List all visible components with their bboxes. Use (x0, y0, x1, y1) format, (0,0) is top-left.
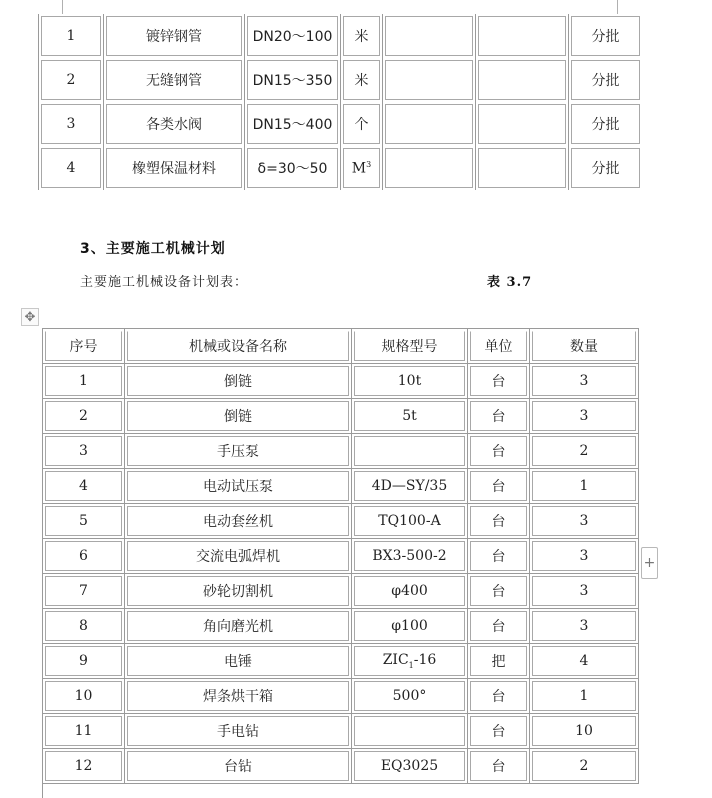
table-cell-qty (530, 504, 639, 539)
table-row (38, 14, 642, 58)
table-cell-unit (468, 644, 530, 679)
table-cell-no (43, 609, 125, 644)
cell-text: 500° (392, 688, 427, 704)
materials-table (38, 14, 642, 190)
table-cell-remark (568, 58, 642, 102)
table-cell-no (38, 102, 103, 146)
move-icon[interactable]: ✥ (21, 308, 39, 326)
cell-text: 2 (579, 758, 589, 774)
table-row (43, 574, 639, 609)
cell-text: 12 (74, 758, 93, 774)
table-edge (42, 770, 43, 798)
table-row (38, 102, 642, 146)
table-cell-unit (468, 399, 530, 434)
cell-text: 2 (79, 408, 88, 424)
table-cell-name (125, 539, 352, 574)
table-cell-spec (352, 469, 468, 504)
table-cell-unit (468, 434, 530, 469)
cell-text: φ400 (391, 583, 428, 599)
table-cell-unit (468, 539, 530, 574)
table-cell-name (103, 102, 244, 146)
cell-text: 2 (579, 443, 589, 459)
table-cell-spec (244, 102, 340, 146)
table-cell-unit (468, 609, 530, 644)
cell-text: 把 (491, 654, 506, 670)
cell-text: 角向磨光机 (203, 619, 273, 635)
table-caption: 主要施工机械设备计划表： (80, 275, 249, 290)
table-cell-spec (352, 609, 468, 644)
table-cell-unit (468, 364, 530, 399)
column-header (43, 329, 125, 364)
table-cell-spec (244, 14, 340, 58)
cell-text: M (351, 160, 367, 177)
table-cell-name (125, 574, 352, 609)
table-row (43, 644, 639, 679)
header-text: 单位 (484, 339, 513, 355)
cell-text: TQ100-A (378, 513, 441, 529)
table-cell-qty (530, 609, 639, 644)
cell-text: 3 (579, 548, 589, 564)
table-cell-col5 (382, 102, 475, 146)
table-row (43, 469, 639, 504)
table-cell-spec (352, 504, 468, 539)
table-cell-col6 (475, 146, 568, 190)
header-text: 数量 (570, 339, 598, 355)
table-cell-name (125, 679, 352, 714)
table-cell-name (125, 364, 352, 399)
cell-text: 4D—SY/35 (371, 478, 448, 494)
cell-text: 11 (74, 723, 93, 739)
cell-text: 3 (579, 513, 589, 529)
cell-text: 8 (79, 618, 88, 634)
table-cell-spec (244, 58, 340, 102)
cell-text: 3 (579, 618, 589, 634)
table-cell-no (43, 504, 125, 539)
cell-text: 个 (354, 117, 369, 133)
table-cell-spec (352, 574, 468, 609)
table-cell-spec (352, 539, 468, 574)
table-cell-name (125, 644, 352, 679)
cell-text: 4 (79, 478, 88, 494)
cell-text: 各类水阀 (146, 117, 202, 133)
table-cell-qty (530, 539, 639, 574)
table-cell-unit (468, 469, 530, 504)
cell-text: 10 (74, 688, 93, 704)
table-cell-no (43, 399, 125, 434)
table-cell-no (43, 749, 125, 784)
cell-text: 1 (579, 478, 589, 494)
cell-text: 分批 (591, 73, 620, 89)
cell-text: 9 (79, 653, 88, 669)
table-cell-no (43, 364, 125, 399)
table-row (38, 146, 642, 190)
table-cell-unit (468, 714, 530, 749)
table-cell-name (125, 434, 352, 469)
table-cell-qty (530, 434, 639, 469)
table-cell-no (43, 469, 125, 504)
table-row (43, 749, 639, 784)
table-cell-no (43, 539, 125, 574)
cell-text: EQ3025 (380, 758, 439, 774)
cell-text: 橡塑保温材料 (132, 161, 216, 177)
table-cell-spec (244, 146, 340, 190)
cell-text: 米 (354, 29, 369, 45)
table-cell-name (125, 749, 352, 784)
column-header (468, 329, 530, 364)
table-cell-no (43, 644, 125, 679)
cell-text: 1 (79, 373, 88, 389)
cell-text: 砂轮切割机 (203, 584, 273, 600)
cell-text: DN15～350 (252, 73, 333, 89)
cell-text: 7 (79, 583, 88, 599)
table-cell-no (38, 146, 103, 190)
table-cell-name (103, 58, 244, 102)
cell-text: 3 (579, 373, 589, 389)
cell-text: 电锤 (224, 654, 252, 670)
header-text: 序号 (69, 339, 98, 355)
cell-text: 分批 (591, 117, 620, 133)
column-header (125, 329, 352, 364)
header-text: 规格型号 (381, 339, 438, 355)
cell-text: 台 (491, 444, 506, 460)
table-cell-name (103, 146, 244, 190)
cell-text: 台 (491, 374, 506, 390)
spec-subscript: 1 (408, 660, 414, 670)
table-cell-qty (530, 469, 639, 504)
cell-text: δ=30～50 (257, 161, 328, 177)
cell-text: 分批 (591, 161, 620, 177)
table-cell-spec (352, 749, 468, 784)
table-cell-remark (568, 102, 642, 146)
cell-text: 1 (66, 28, 76, 44)
header-row (43, 329, 639, 364)
table-cell-qty (530, 574, 639, 609)
page-edge-left (62, 0, 63, 14)
cell-text: 台 (491, 409, 506, 425)
table-number: 表 3.7 (487, 275, 533, 290)
table-cell-no (43, 434, 125, 469)
table-cell-unit (340, 146, 382, 190)
section-title: 3、主要施工机械计划 (80, 241, 226, 257)
table-row (43, 364, 639, 399)
cell-text: 米 (354, 73, 369, 89)
cell-text: 10 (575, 723, 593, 739)
table-cell-no (43, 574, 125, 609)
cell-text: BX3-500-2 (372, 548, 447, 564)
table-cell-no (43, 679, 125, 714)
table-cell-remark (568, 14, 642, 58)
plus-icon[interactable]: + (641, 547, 658, 579)
cell-text: 3 (79, 443, 88, 459)
table-cell-col5 (382, 14, 475, 58)
cell-text: 台 (491, 724, 506, 740)
table-cell-unit (468, 679, 530, 714)
cell-text: 4 (66, 160, 76, 176)
table-cell-name (125, 714, 352, 749)
table-cell-qty (530, 749, 639, 784)
cell-text: DN20～100 (252, 29, 333, 45)
table-row (43, 504, 639, 539)
cell-text: 台 (491, 549, 506, 565)
cell-text: 镀锌钢管 (146, 29, 202, 45)
table-cell-name (103, 14, 244, 58)
table-cell-col5 (382, 146, 475, 190)
spec-tail: -16 (413, 652, 437, 669)
table-row (43, 434, 639, 469)
cell-text: 10t (397, 373, 422, 389)
cell-text: 3 (579, 408, 589, 424)
column-header (352, 329, 468, 364)
cell-text: 手压泵 (217, 444, 259, 460)
table-cell-col5 (382, 58, 475, 102)
table-cell-name (125, 609, 352, 644)
cell-text: 无缝钢管 (146, 73, 202, 89)
table-row (43, 399, 639, 434)
table-cell-qty (530, 714, 639, 749)
cell-text: φ100 (391, 618, 428, 634)
page-edge-right (617, 0, 618, 14)
table-cell-name (125, 399, 352, 434)
table-cell-unit (468, 504, 530, 539)
table-row (43, 539, 639, 574)
cell-text: 1 (579, 688, 589, 704)
table-cell-no (38, 58, 103, 102)
cell-text: 分批 (591, 29, 620, 45)
table-cell-unit (468, 574, 530, 609)
table-cell-spec (352, 644, 468, 679)
cell-text: 台 (491, 479, 506, 495)
table-cell-unit (468, 749, 530, 784)
table-cell-no (43, 714, 125, 749)
column-header (530, 329, 639, 364)
table-cell-qty (530, 644, 639, 679)
table-cell-no (38, 14, 103, 58)
cell-text: 5t (402, 408, 417, 424)
table-cell-qty (530, 679, 639, 714)
table-cell-name (125, 504, 352, 539)
cell-text: DN15～400 (252, 117, 333, 133)
cell-text: 台 (491, 584, 506, 600)
cell-text: 焊条烘干箱 (203, 689, 273, 705)
cell-text: 台 (491, 619, 506, 635)
cell-text: 倒链 (224, 409, 252, 425)
cell-text: 5 (79, 513, 88, 529)
cell-text: 倒链 (224, 374, 252, 390)
table-cell-spec (352, 434, 468, 469)
table-cell-unit (340, 14, 382, 58)
table-cell-col6 (475, 14, 568, 58)
table-cell-unit (340, 102, 382, 146)
table-cell-spec (352, 399, 468, 434)
table-cell-qty (530, 364, 639, 399)
table-row (43, 679, 639, 714)
machinery-table (42, 328, 639, 784)
table-cell-spec (352, 364, 468, 399)
cell-text: 2 (66, 72, 76, 88)
table-row (43, 714, 639, 749)
table-row (38, 58, 642, 102)
cell-text: 手电钻 (217, 724, 259, 740)
table-cell-col6 (475, 102, 568, 146)
cell-text: 台 (491, 689, 506, 705)
table-cell-spec (352, 714, 468, 749)
cell-text: 3 (66, 116, 76, 132)
cell-text: 3 (579, 583, 589, 599)
cell-text: 台 (491, 759, 506, 775)
cell-text: 台 (491, 514, 506, 530)
cell-text: 交流电弧焊机 (196, 549, 280, 565)
table-row (43, 609, 639, 644)
table-cell-col6 (475, 58, 568, 102)
cell-text: 电动套丝机 (203, 514, 273, 530)
cell-text: 4 (579, 653, 589, 669)
cell-text: 电动试压泵 (203, 479, 273, 495)
cell-text: 台钻 (224, 759, 252, 775)
cell-text: 6 (79, 548, 88, 564)
header-text: 机械或设备名称 (189, 339, 287, 355)
table-cell-name (125, 469, 352, 504)
table-cell-spec (352, 679, 468, 714)
table-cell-unit (340, 58, 382, 102)
table-cell-remark (568, 146, 642, 190)
unit-superscript: 3 (366, 159, 372, 169)
cell-text: ZIC (382, 652, 409, 669)
table-cell-qty (530, 399, 639, 434)
